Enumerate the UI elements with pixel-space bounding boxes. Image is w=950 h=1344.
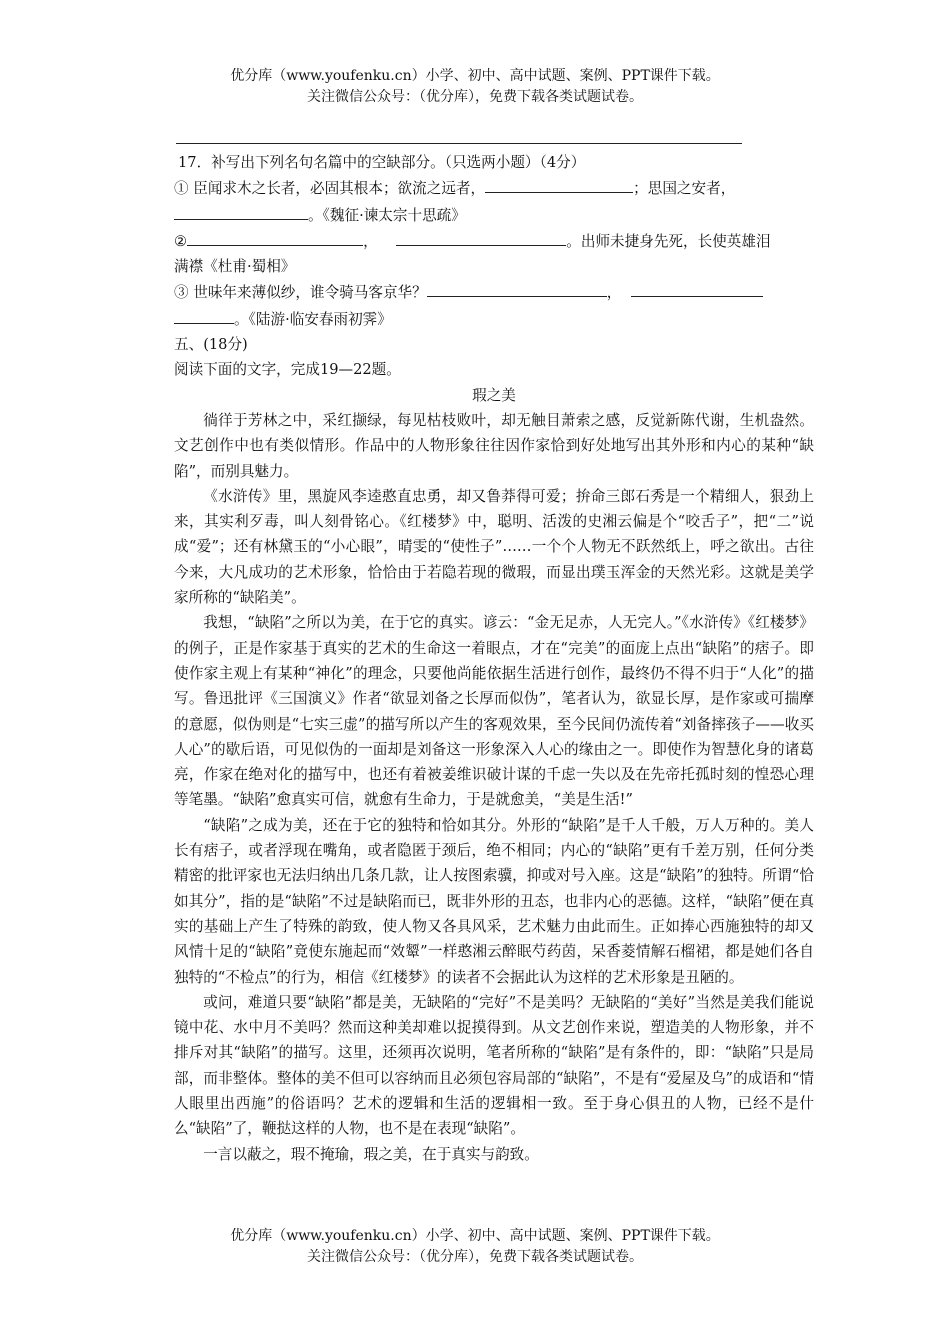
answer-blank[interactable] [174,306,234,324]
q17-item-2-cont: 满襟《杜甫·蜀相》 [174,258,296,276]
footer-line-2: 关注微信公众号：（优分库），免费下载各类试题试卷。 [307,1249,643,1265]
q17-item3-text-c: 。《陆游·临安春雨初霁》 [234,310,392,328]
q17-item2-text-c: 。出师未捷身先死，长使英雄泪 [566,232,771,250]
q17-item3-text-a: ③ 世味年来薄似纱，谁令骑马客京华？ [174,284,427,302]
answer-blank[interactable] [396,228,566,246]
reading-instruction: 阅读下面的文字，完成19—22题。 [174,361,401,379]
article-paragraph: 《水浒传》里，黑旋风李逵憨直忠勇，却又鲁莽得可爱；拚命三郎石秀是一个精细人，狠劲上来，其实利歹毒，叫人刻骨铭心。《红楼梦》中，聪明、活泼的史湘云偏是个“咬舌子”，把“二”说成“爱”；还有林黛玉的“小心眼”，晴雯的“使性子”……一个个人物无不跃然纸上，呼之欲出。古往今来，大凡成功的艺术形象，恰恰由于若隐若现的微瑕，而显出璞玉浑金的天然光彩。这就是美学家所称的“缺陷美”。 [174,487,814,607]
q17-item3-text-b: ， [606,284,622,302]
answer-blank[interactable] [187,228,363,246]
q17-item-1-cont [174,202,814,228]
page-footer [0,1226,950,1268]
q17-item1-text-a: ① 臣闻求木之长者，必固其根本；欲流之远者， [174,180,486,198]
q17-item-2 [174,228,814,254]
q17-item2-text-a: ② [174,232,188,250]
q17-title: 17．补写出下列名句名篇中的空缺部分。（只选两小题）（4分） [178,154,586,171]
q17-item1-text-b: ；思国之安者， [633,180,736,198]
article-paragraph: “缺陷”之成为美，还在于它的独特和恰如其分。外形的“缺陷”是千人千般，万人万种的。美人长有痞子，或者浮现在嘴角，或者隐匿于颈后，绝不相同；内心的“缺陷”更有千差万别，任何分类精密的批评家也无法归纳出几条几款，让人按图索骥，抑或对号入座。这是“缺陷”的独特。所谓“恰如其分”，指的是“缺陷”不过是缺陷而已，既非外形的丑态，也非内心的恶德。这样，“缺陷”便在真实的基础上产生了特殊的韵致，使人物又各具风采，艺术魅力由此而生。正如捧心西施独特的却又风情十足的“缺陷”竟使东施起而“效颦”一样憨湘云醉眠芍药茵，呆香菱情解石榴裙，都是她们各自独特的“不检点”的行为，相信《红楼梦》的读者不会据此认为这样的艺术形象是丑陋的。 [174,816,814,986]
answer-blank[interactable] [174,202,308,220]
page-header [0,66,950,108]
article-paragraph: 徜徉于芳林之中，采红撷绿，每见枯枝败叶，却无触目萧索之感，反觉新陈代谢，生机盎然。文艺创作中也有类似情形。作品中的人物形象往往因作家恰到好处地写出其外形和内心的某种“缺陷”，而别具魅力。 [174,411,814,480]
q17-item-3 [174,279,814,305]
header-line-1: 优分库（www.youfenku.cn）小学、初中、高中试题、案例、PPT课件下载。 [230,68,720,84]
article-paragraph: 我想，“缺陷”之所以为美，在于它的真实。谚云：“金无足赤，人无完人。”《水浒传》《红楼梦》的例子，正是作家基于真实的艺术的生命这一着眼点，才在“完美”的面庞上点出“缺陷”的痞子。即使作家主观上有某种“神化”的理念，只要他尚能依据生活进行创作，最终仍不得不归于“人化”的描写。鲁迅批评《三国演义》作者“欲显刘备之长厚而似伪”，笔者认为，欲显长厚，是作家或可揣摩的意愿，似伪则是“七实三虚”的描写所以产生的客观效果，至今民间仍流传着“刘备摔孩子——收买人心”的歇后语，可见似伪的一面却是刘备这一形象深入人心的缘由之一。即使作为智慧化身的诸葛亮，作家在绝对化的描写中，也还有着被姜维识破计谋的千虑一失以及在先帝托孤时刻的惶恐心理等笔墨。“缺陷”愈真实可信，就愈有生命力，于是就愈美，“美是生活!” [174,614,814,809]
answer-line-top [176,143,742,144]
q17-item1-text-c: 。《魏征·谏太宗十思疏》 [308,206,466,224]
header-line-2: 关注微信公众号：（优分库），免费下载各类试题试卷。 [307,89,643,105]
footer-line-1: 优分库（www.youfenku.cn）小学、初中、高中试题、案例、PPT课件下载。 [230,1228,720,1244]
article-paragraph: 一言以蔽之，瑕不掩瑜，瑕之美，在于真实与韵致。 [203,1145,539,1163]
q17-item-1 [174,175,814,201]
q17-item2-text-b: ， [363,232,378,250]
section-heading: 五、(18分) [174,336,248,354]
q17-item-3-cont [174,306,814,332]
answer-blank[interactable] [427,279,607,297]
article-title: 瑕之美 [472,386,516,404]
answer-blank[interactable] [631,279,763,297]
answer-blank[interactable] [485,175,633,193]
page-content [174,150,814,1167]
article-paragraph: 或问，难道只要“缺陷”都是美，无缺陷的“完好”不是美吗？无缺陷的“美好”当然是美我们能说镜中花、水中月不美吗？然而这种美却难以捉摸得到。从文艺创作来说，塑造美的人物形象，并不排斥对其“缺陷”的描写。这里，还须再次说明，笔者所称的“缺陷”是有条件的，即：“缺陷”只是局部，而非整体。整体的美不但可以容纳而且必须包容局部的“缺陷”，不是有“爱屋及乌”的成语和“情人眼里出西施”的俗语吗？艺术的逻辑和生活的逻辑相一致。至于身心俱丑的人物，已经不是什么“缺陷”了，鞭挞这样的人物，也不是在表现“缺陷”。 [174,993,814,1138]
